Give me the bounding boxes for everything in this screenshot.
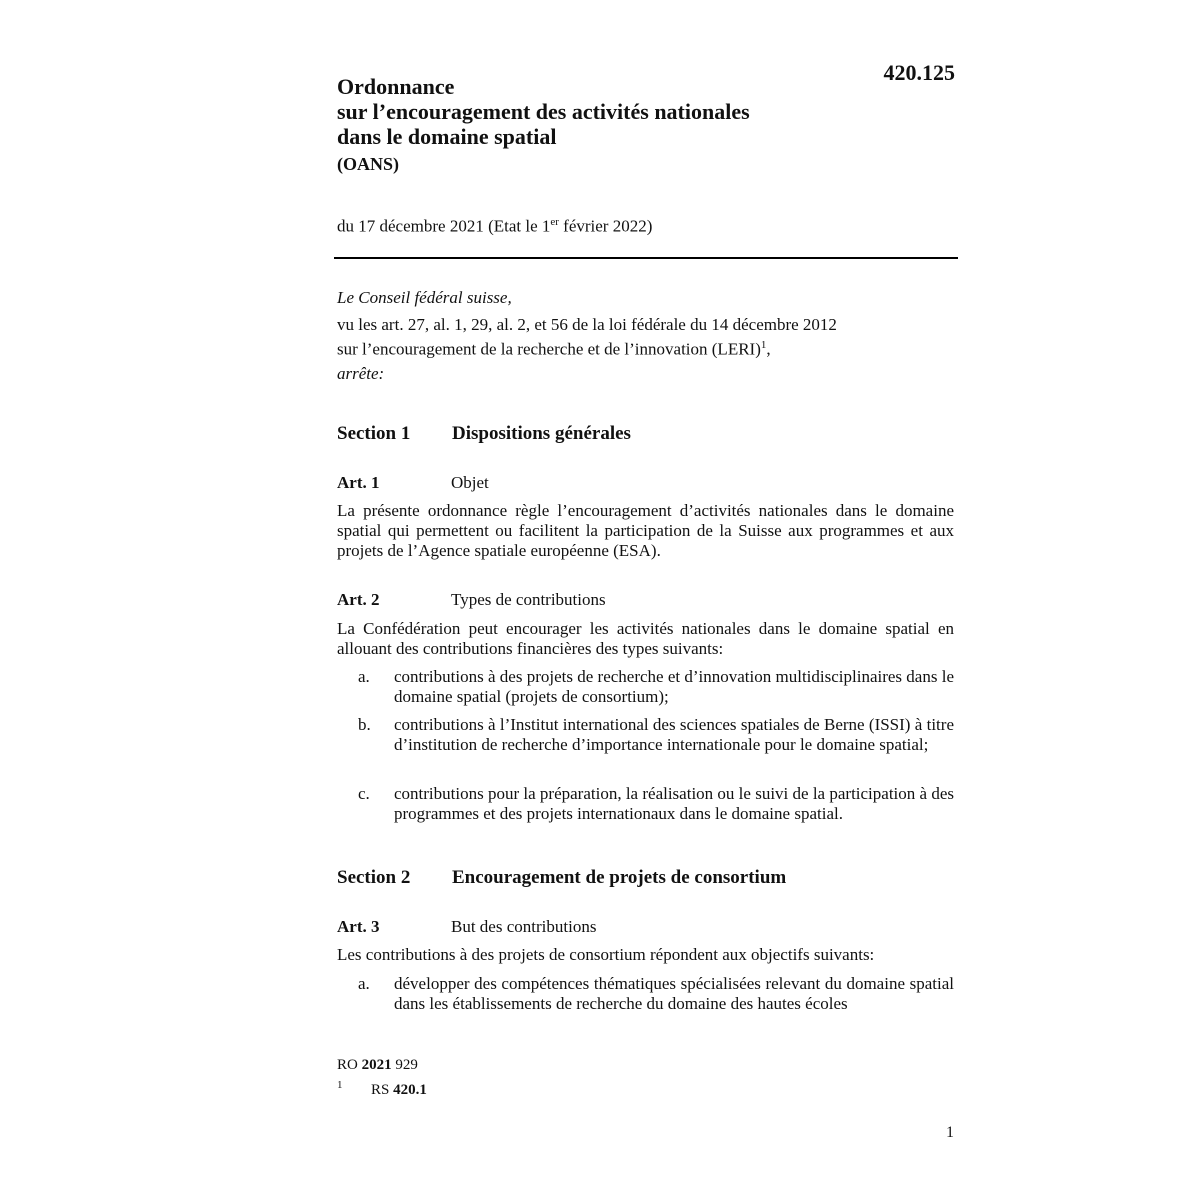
preamble-authority: Le Conseil fédéral suisse, [337,288,512,307]
section-number: Section 2 [337,867,411,888]
preamble-decree: arrête: [337,364,385,383]
article-1-heading [337,473,489,493]
document-date [337,216,652,237]
article-number: Art. 1 [337,473,380,492]
footnote-prefix: RS [371,1082,394,1098]
list-item-text: contributions pour la préparation, la réalisation ou le suivi de la participation à des programmes et des projets internationaux dans le domaine spatial. [394,784,954,823]
footnote-number: 1 [337,1079,343,1091]
article-2-heading [337,590,606,610]
document-title [337,74,857,149]
ro-year: 2021 [361,1057,392,1073]
date-suffix: février 2022) [558,216,653,236]
section-title: Encouragement de projets de consortium [452,867,787,888]
section-2-heading [337,867,786,889]
header-divider [334,257,958,259]
section-title: Dispositions générales [452,423,631,444]
article-1-text: La présente ordonnance règle l’encouragement d’activités nationales dans le domaine spatial qui permettent ou facilitent la participation de la Suisse aux programmes et aux projets de l’Agence spatiale européenne (ESA). [337,501,954,560]
article-title: Objet [451,473,489,492]
footnote-link[interactable]: 420.1 [393,1082,427,1098]
footnote [337,1079,427,1099]
preamble-basis-line-2 [337,335,957,360]
article-title: But des contributions [451,917,597,936]
sr-number: 420.125 [883,60,955,85]
article-number: Art. 3 [337,917,380,936]
title-line-1: Ordonnance [337,74,455,99]
date-prefix: du 17 décembre 2021 (Etat le 1 [337,216,551,236]
footnote-reference[interactable]: 1 [760,339,767,351]
list-item-letter: a. [358,667,370,686]
document-abbreviation: (OANS) [337,154,399,174]
list-item-letter: a. [358,974,370,993]
section-number: Section 1 [337,423,411,444]
preamble-basis-end: , [766,339,771,359]
ro-reference [337,1057,418,1074]
list-item-text: développer des compétences thématiques spécialisées relevant du domaine spatial dans les établissements de recherche du domaine des hautes écoles [394,974,954,1013]
ro-prefix: RO [337,1057,362,1073]
list-item-letter: c. [358,784,370,803]
ro-page: 929 [391,1057,418,1073]
preamble-basis [337,314,957,360]
title-line-2: sur l’encouragement des activités nationales [337,99,750,124]
article-3-intro: Les contributions à des projets de consortium répondent aux objectifs suivants: [337,945,875,964]
section-1-heading [337,423,631,445]
preamble-basis-text: sur l’encouragement de la recherche et de l’innovation (LERI) [337,339,761,359]
list-item-text: contributions à des projets de recherche et d’innovation multidisciplinaires dans le domaine spatial (projets de consortium); [394,667,954,706]
list-item-text: contributions à l’Institut international des sciences spatiales de Berne (ISSI) à titre d’institution de recherche d’importance internationale pour le domaine spatial; [394,715,954,754]
article-title: Types de contributions [451,590,606,609]
date-superscript: er [550,216,559,228]
article-number: Art. 2 [337,590,380,609]
title-line-3: dans le domaine spatial [337,124,557,149]
preamble-basis-line-1: vu les art. 27, al. 1, 29, al. 2, et 56 de la loi fédérale du 14 décembre 2012 [337,315,837,334]
list-item-letter: b. [358,715,371,734]
page-number: 1 [946,1124,954,1141]
article-3-heading [337,917,596,937]
article-2-intro: La Confédération peut encourager les activités nationales dans le domaine spatial en allouant des contributions financières des types suivants: [337,619,954,658]
